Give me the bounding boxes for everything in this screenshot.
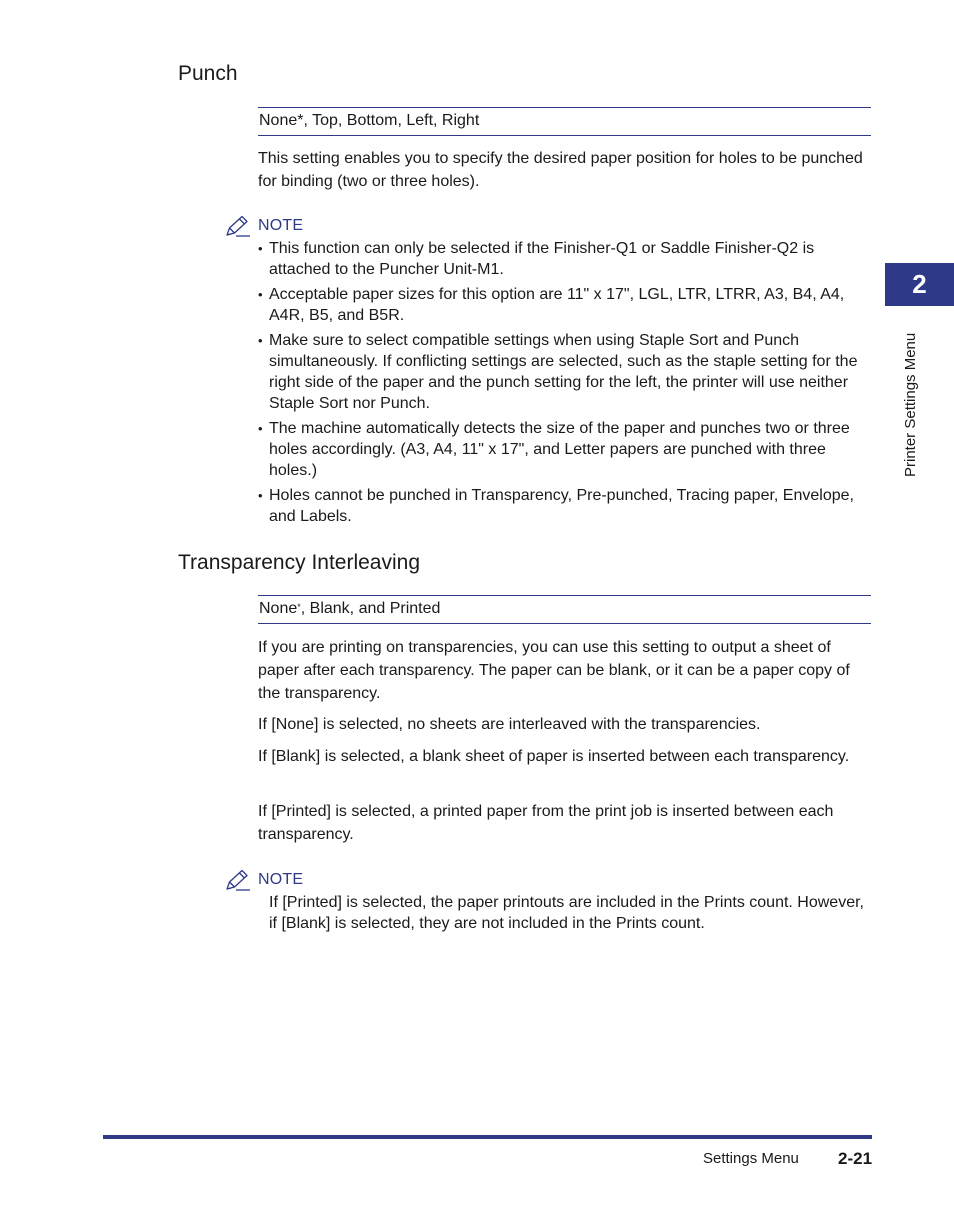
pencil-note-icon [224, 868, 252, 892]
punch-options: None*, Top, Bottom, Left, Right [259, 112, 480, 129]
transparency-option-default: None [259, 600, 298, 617]
list-item: • Holes cannot be punched in Transparency, Pre-punched, Tracing paper, Envelope, and Labels. [258, 485, 873, 527]
transparency-note-label: NOTE [258, 871, 304, 888]
punch-note-list [258, 238, 873, 531]
transparency-paragraph-3: If [Blank] is selected, a blank sheet of paper is inserted between each transparency. [258, 748, 850, 765]
punch-note-header [224, 214, 303, 238]
punch-options-bar [258, 107, 871, 136]
default-marker: * [297, 602, 301, 612]
transparency-note-header [224, 868, 303, 892]
transparency-paragraph-1: If you are printing on transparencies, you can use this setting to output a sheet of paper after each transparency. The paper can be blank, or it can be a paper copy of the transparency. [258, 639, 850, 702]
punch-description: This setting enables you to specify the desired paper position for holes to be punched for binding (two or three holes). [258, 150, 863, 190]
pencil-note-icon [224, 214, 252, 238]
list-item: • The machine automatically detects the size of the paper and punches two or three holes accordingly. (A3, A4, 11" x 17", and Letter papers are punched with three holes.) [258, 418, 873, 481]
list-item: • This function can only be selected if the Finisher-Q1 or Saddle Finisher-Q2 is attached to the Puncher Unit-M1. [258, 238, 873, 280]
chapter-tab [885, 263, 954, 306]
footer-section-label: Settings Menu [703, 1150, 799, 1167]
transparency-options-bar [258, 595, 871, 624]
transparency-paragraph-4: If [Printed] is selected, a printed paper from the print job is inserted between each transparency. [258, 803, 834, 843]
transparency-heading: Transparency Interleaving [178, 551, 421, 574]
list-item: • Make sure to select compatible settings when using Staple Sort and Punch simultaneously. If conflicting settings are selected, such as the staple setting for the right side of the paper and the punch setting for the left, the printer will use neither Staple Sort nor Punch. [258, 330, 873, 414]
transparency-option-rest: , Blank, and Printed [300, 600, 441, 617]
transparency-note-text: If [Printed] is selected, the paper printouts are included in the Prints count. However, if [Blank] is selected, they are not included in the Prints count. [269, 894, 864, 932]
transparency-paragraph-2: If [None] is selected, no sheets are interleaved with the transparencies. [258, 716, 761, 733]
page-number: 2-21 [838, 1149, 873, 1168]
chapter-number: 2 [912, 269, 927, 299]
list-item: • Acceptable paper sizes for this option are 11" x 17", LGL, LTR, LTRR, A3, B4, A4, A4R, B5, and B5R. [258, 284, 873, 326]
punch-heading: Punch [178, 62, 238, 85]
chapter-side-label: Printer Settings Menu [902, 332, 919, 477]
punch-note-label: NOTE [258, 217, 304, 234]
footer-rule [103, 1135, 872, 1139]
